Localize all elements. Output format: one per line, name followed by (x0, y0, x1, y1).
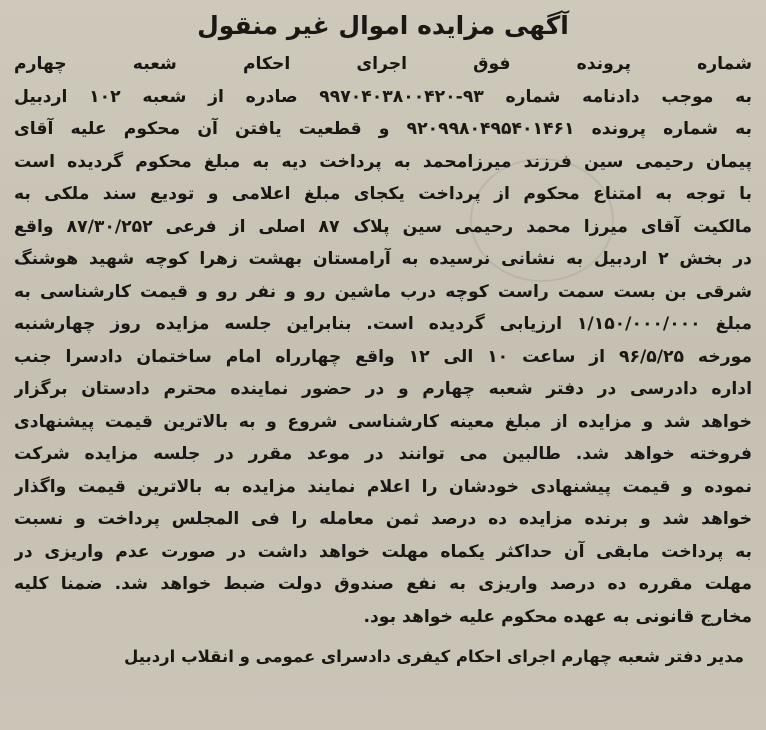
notice-line: فروخته خواهد شد. طالبین می توانند در موعد مقرر در جلسه مزایده شرکت (14, 444, 752, 464)
notice-line: شرقی بن بست سمت راست کوچه درب ماشین رو و نفر رو و قیمت کارشناسی به (14, 281, 752, 302)
notice-line: به شماره پرونده ۹۲۰۹۹۸۰۴۹۵۴۰۱۴۶۱ و قطعیت یافتن آن محکوم علیه آقای (14, 119, 752, 139)
notice-line: مورخه ۹۶/۵/۲۵ از ساعت ۱۰ الی ۱۲ واقع چهارراه امام ساختمان دادسرا جنب (14, 346, 752, 367)
notice-line: در بخش ۲ اردبیل به نشانی نرسیده به آرامستان بهشت زهرا کوچه شهید هوشنگ (14, 249, 752, 269)
notice-line: به پرداخت مابقی آن حداکثر یکماه مهلت خواهد داشت در صورت عدم واریزی در (14, 541, 752, 562)
notice-line: شماره پرونده فوق اجرای احکام شعبه چهارم (14, 54, 752, 74)
notice-line: به موجب دادنامه شماره ۹۳-۹۹۷۰۴۰۳۸۰۰۴۲۰ صادره از شعبه ۱۰۲ اردبیل (14, 86, 752, 107)
notice-line: مخارج قانونی به عهده محکوم علیه خواهد بود. (363, 606, 752, 627)
notice-line: مبلغ ۱/۱۵۰/۰۰۰/۰۰۰ ارزیابی گردیده است. بنابراین جلسه مزایده روز چهارشنبه (14, 314, 752, 334)
notice-signature: مدیر دفتر شعبه چهارم اجرای احکام کیفری دادسرای عمومی و انقلاب اردبیل (124, 647, 744, 666)
notice-line: با توجه به امتناع محکوم از پرداخت یکجای مبلغ اعلامی و تودیع سند ملکی به (14, 184, 752, 204)
notice-line: اداره دادرسی در دفتر شعبه چهارم و در حضور نماینده محترم دادستان برگزار (14, 379, 752, 399)
notice-line: مالکیت آقای میرزا محمد رحیمی سین پلاک ۸۷ اصلی از فرعی ۸۷/۳۰/۲۵۲ واقع (14, 216, 752, 237)
notice-line: پیمان رحیمی سین فرزند میرزامحمد به پرداخت دیه به مبلغ محکوم گردیده است (14, 151, 752, 172)
notice-line: خواهد شد و برنده مزایده ده درصد ثمن معامله را فی المجلس پرداخت و نسبت (14, 509, 752, 529)
notice-line: خواهد شد و مزایده از مبلغ معینه کارشناسی شروع و به بالاترین قیمت پیشنهادی (14, 411, 752, 432)
notice-title: آگهی مزایده اموال غیر منقول (197, 11, 569, 40)
notice-body (10, 48, 756, 633)
notice-line: نموده و قیمت پیشنهادی خودشان را اعلام نمایند مزایده به بالاترین قیمت واگذار (14, 476, 752, 497)
notice-line: مهلت مقرره ده درصد واریزی به نفع صندوق دولت ضبط خواهد شد. ضمنا کلیه (14, 574, 752, 594)
